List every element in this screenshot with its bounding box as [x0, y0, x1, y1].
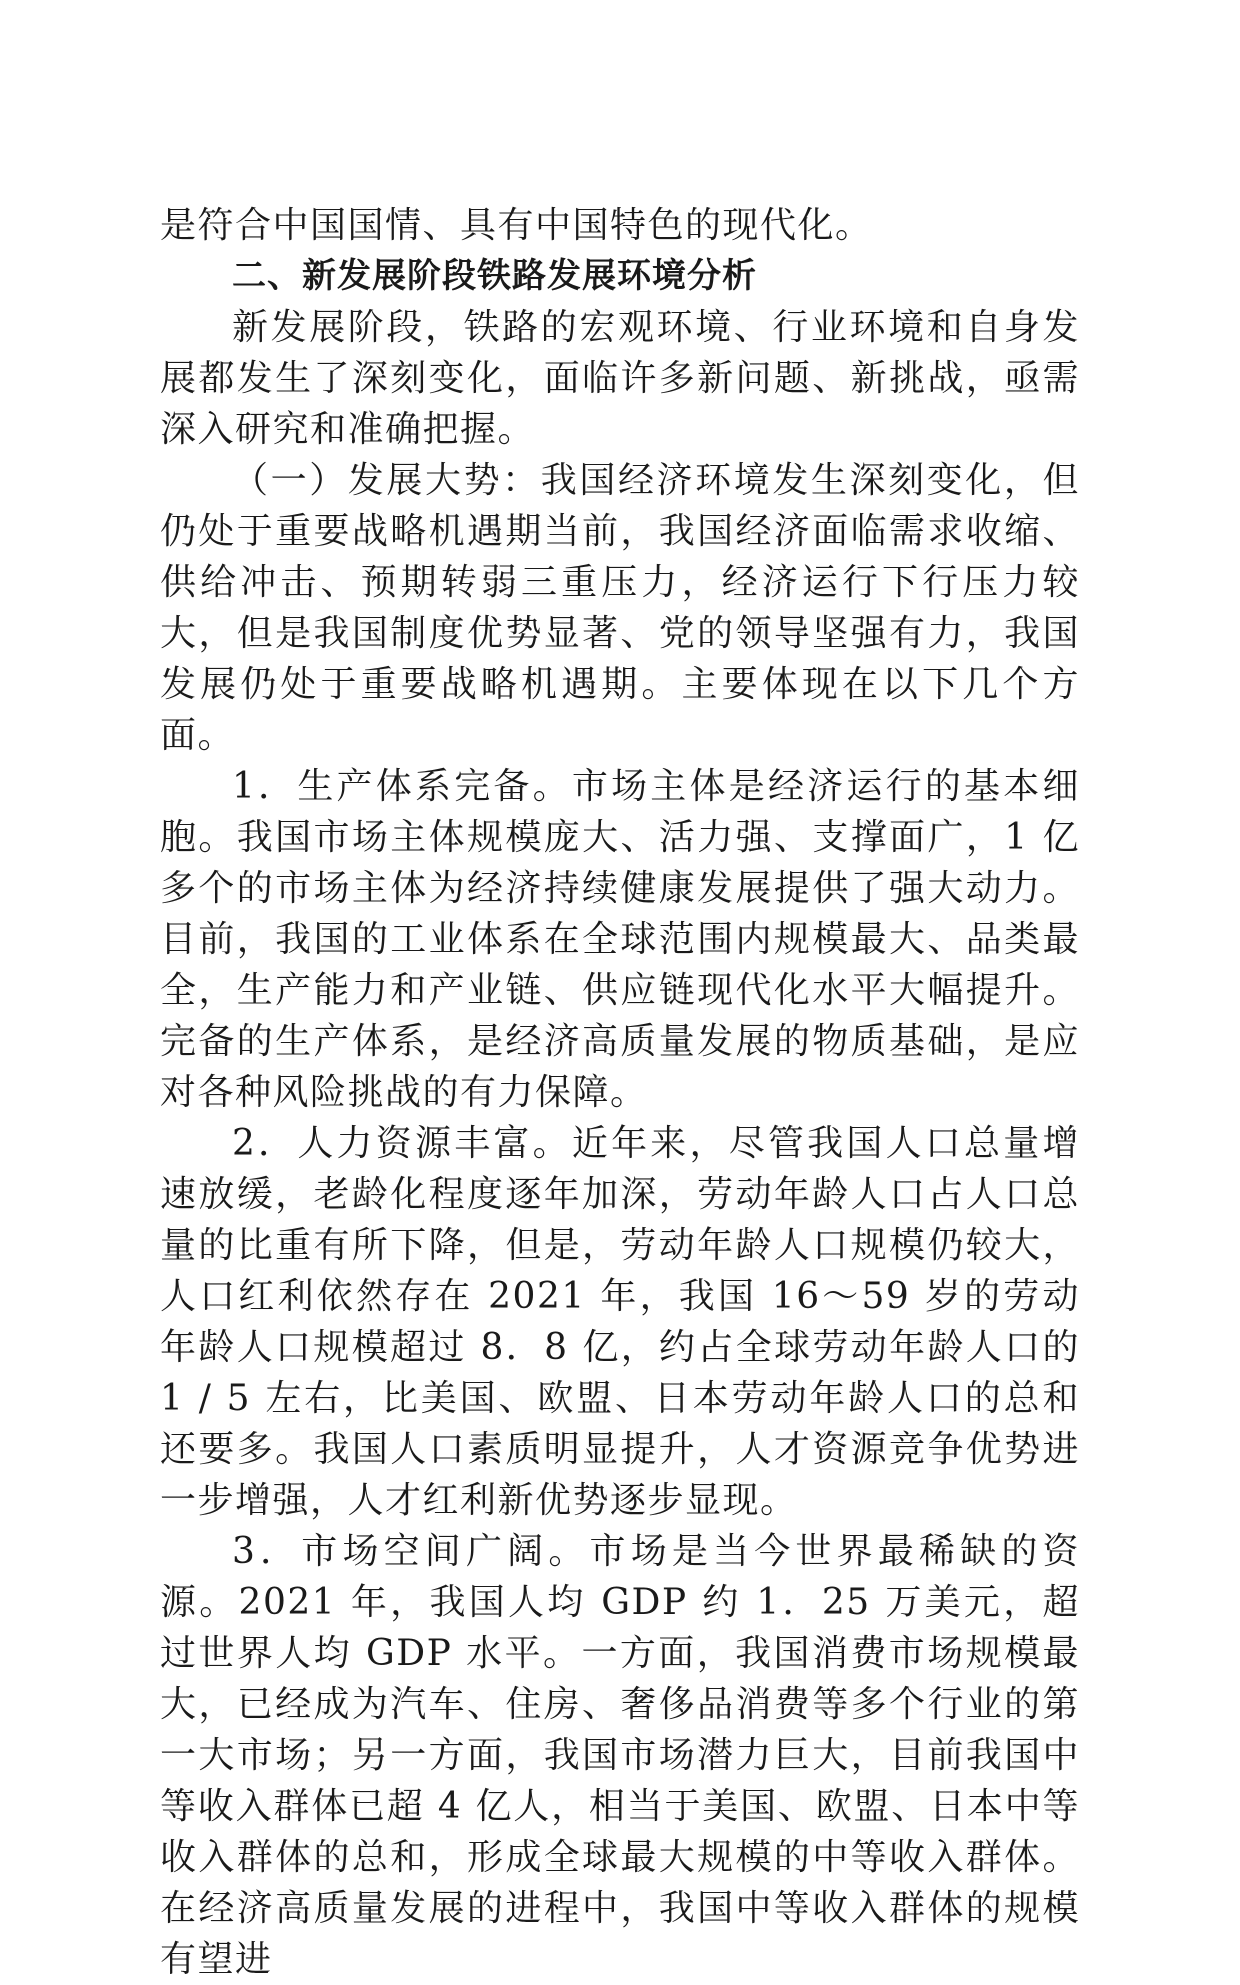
section-heading: 二、新发展阶段铁路发展环境分析	[232, 256, 757, 296]
continuation-paragraph: 是符合中国国情、具有中国特色的现代化。	[160, 205, 873, 246]
point-1-paragraph: 1．生产体系完备。市场主体是经济运行的基本细胞。我国市场主体规模庞大、活力强、支撑面广，1 亿多个的市场主体为经济持续健康发展提供了强大动力。目前，我国的工业体系在全球范围内规模最大、品类最全，生产能力和产业链、供应链现代化水平大幅提升。完备的生产体系，是经济高质量发展的物质基础，是应对各种风险挑战的有力保障。	[160, 766, 1080, 1113]
intro-paragraph: 新发展阶段，铁路的宏观环境、行业环境和自身发展都发生了深刻变化，面临许多新问题、新挑战，亟需深入研究和准确把握。	[160, 307, 1080, 450]
point-2-paragraph: 2．人力资源丰富。近年来，尽管我国人口总量增速放缓，老龄化程度逐年加深，劳动年龄人口占人口总量的比重有所下降，但是，劳动年龄人口规模仍较大，人口红利依然存在 2021 年，我国 16～59 岁的劳动年龄人口规模超过 8．8 亿，约占全球劳动年龄人口的 1 / 5 左右，比美国、欧盟、日本劳动年龄人口的总和还要多。我国人口素质明显提升，人才资源竞争优势进一步增强，人才红利新优势逐步显现。	[160, 1123, 1080, 1521]
document-body	[160, 200, 1080, 1985]
subsection-paragraph: （一）发展大势：我国经济环境发生深刻变化，但仍处于重要战略机遇期当前，我国经济面临需求收缩、供给冲击、预期转弱三重压力，经济运行下行压力较大，但是我国制度优势显著、党的领导坚强有力，我国发展仍处于重要战略机遇期。主要体现在以下几个方面。	[160, 460, 1080, 756]
point-3-paragraph: 3．市场空间广阔。市场是当今世界最稀缺的资源。2021 年，我国人均 GDP 约 1．25 万美元，超过世界人均 GDP 水平。一方面，我国消费市场规模最大，已经成为汽车、住房、奢侈品消费等多个行业的第一大市场；另一方面，我国市场潜力巨大，目前我国中等收入群体已超 4 亿人，相当于美国、欧盟、日本中等收入群体的总和，形成全球最大规模的中等收入群体。在经济高质量发展的进程中，我国中等收入群体的规模有望进	[160, 1531, 1080, 1980]
